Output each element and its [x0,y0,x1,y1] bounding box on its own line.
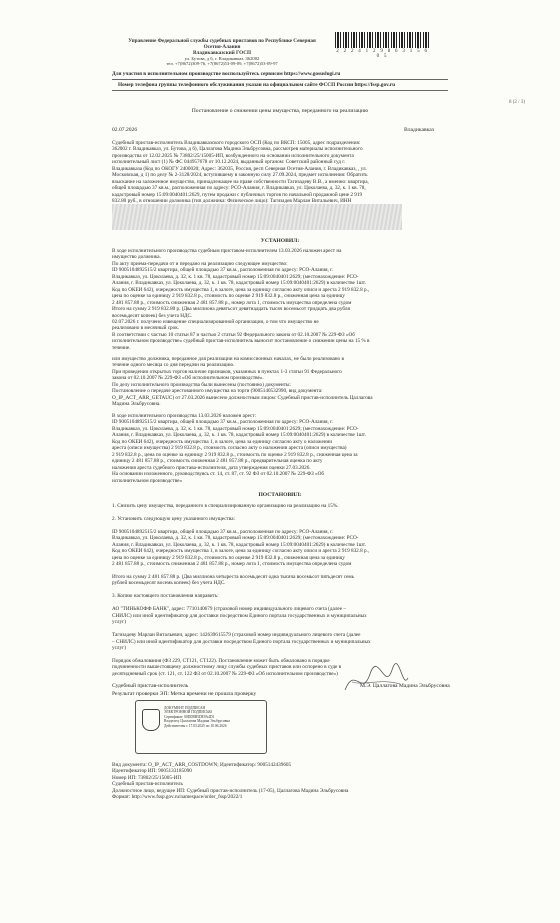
agency-name-1: Управление Федеральной службы судебных приставов по Республике Северная [128,38,316,44]
barcode [335,32,430,48]
e-signature-stamp: ДОКУМЕНТ ПОДПИСАН ЭЛЕКТРОННОЙ ПОДПИСЬЮ Сертификат: 00DD8B5DE9A4D1 Владелец: Цаллагова Мадина Эльбрусовна Действителен с 17.03.2025 по 10.06.2026 [135,700,267,754]
header-rule [112,79,448,80]
coat-of-arms-icon [142,709,160,731]
barcode-number: 2 2 2 4 1 2 9 8 6 3 1 5 6 0 5 [336,49,429,59]
signer-name: М.Э. Цаллагова Мадина Эльбрусовна [360,683,450,689]
handwritten-signature [340,660,410,700]
agency-phones: тел. +7(8672)309-76, +7(8672)53-09-09, +7(8672)53-09-97 [166,61,278,67]
redacted-block [112,204,402,230]
agency-address: ул. Бутова, д 6, г. Владикавказ, 362002 [184,56,260,61]
phone-note: Номер телефона группы телефонного обслуживания указан на официальном сайте ФССП России https://fssp.gov.ru [118,82,396,88]
resolved-heading: ПОСТАНОВИЛ: [258,492,302,498]
document-footer: Вид документа: O_IP_ACT_ARR_COSTDOWN; Идентификатор: 9005142439605 Идентификатор ИП: 9005133185090 Номер ИП: 73802/25/15005-ИП Судебный пристав-исполнитель Должностное лицо, ведущее ИП: Судебный пристав-исполнитель (17-05), Цаллагова Мадина Эльбрусовна Формат: http://www.fssp.gov.ru/namespace/order_fssp/2022/1 [112,762,349,801]
signature-check-result: Результат проверки ЭП: Метка времени не прошла проверку [112,691,257,697]
agency-name-2: Осетия-Алания [203,44,241,50]
intro-paragraph: Судебный пристав-исполнитель Владикавказского городского ОСП (Код по ВКСП: 15005, адрес подразделения: 362002 г. Владикавказ, ул. Бутова, д 6), Цаллагова Мадина Эльбрусовна, рассмотрев материалы исполнительного производства от 12.02.2025 № 73802/25/15005-ИП, возбужденного на основании исполнительного документа исполнительный лист (1) № ФС 044957678 от 10.12.2024, выданный органом: Советский районный суд г. Владикавказа (Код по ОКОГУ 2400020; Адрес: 362035, Россия, респ Северная Осетия-Алания, г. Владикавказ, , ул. Московская, д 1) по делу № 2-3128/2024, вступившему в законную силу 27.09.2024, предмет исполнения: Обратить взыскание на заложенное имущество, принадлежащее на праве собственности Тагизадеву В.В., а именно: квартира, общей площадью 37 кв.м., расположенная по адресу: РСО-Алания, г. Владикавказ, ул. Цоколаева, д. 32, к. 1 кв. 78, кадастровый номер 15:09:0040401:2629, путем продажи с публичных торгов по начальной продажной цене 2 919 832.80 руб., в отношении должника (тип должника: Физическое лицо): Тагизадев Марлан Витальевич, ИНН [112,140,369,205]
document-title: Постановление о снижении цены имущества, переданного на реализацию [191,108,369,114]
established-paragraph-2: или имущество должника, переданное для реализации на комиссионных началах, не было реализовано в течение одного месяца со дня передачи на реализацию. При проведении открытых торгов наличие признаков, указанных в пунктах 1-3 статьи 91 Федерального закона от 02.10.2007 № 229-ФЗ «Об исполнительном производстве». По делу исполнительного производства были вынесены (постоянно) документы: Постановление о передаче арестованного имущества на торги (9005140532990, вид документа: O_IP_ACT_ARR_GETAUC) от 27.03.2026 вынесено должностным лицом: Судебный пристав-исполнитель Цаллагова Мадина Эльбрусовна. [112,356,373,408]
header-rule-2 [112,90,448,91]
document-date: 02.07.2026 [112,127,138,133]
established-heading: УСТАНОВИЛ: [260,238,300,244]
established-paragraph-3: В ходе исполнительного производства 13.03.2026 наложен арест: ID 9005104892515/2 квартира, общей площадью 37 кв.м., расположенная по адресу: РСО-Алания, г. Владикавказ, ул. Цоколаева, д. 32, к. 1 кв. 78, кадастровый номер 15:09:0040401:2629; (местонахождение: РСО- Алания, г. Владикавказ, ул. Цоколаева, д. 32, к. 1 кв. 78, кадастровый номер 15:09:0040401:2629) в количестве 1шт. Код по ОКЕИ 642), очередность имущества 1, в залоге, цена за единицу согласно акту о наложении ареста (описи имущества) 2 919 832.8 р., стоимость согласно акту о наложении ареста (описи имущества) 2 919 832.8 р., цена по оценке за единицу 2 919 832.8 р., стоимость по оценке 2 919 832.8 р., сниженная цена за единицу 2 481 857.88 р., стоимость сниженная 2 481 857.88 р., предварительная оценка по акту наложения ареста судебного пристава-исполнителя, дата утверждения оценки 27.03.2026. На основании изложенного, руководствуясь ст. 14, ст. 87, ст. 92 ФЗ от 02.10.2007 № 229-ФЗ «Об исполнительном производстве» [112,413,366,484]
resolved-paragraph: 1. Снизить цену имущества, переданного в специализированную организацию на реализацию на 15%. 2. Установить следующую цену указанного имущества: ID 9005104892515/2 квартира, общей площадью 37 кв.м., расположенная по адресу: РСО-Алания, г. Владикавказ, ул. Цоколаева, д. 32, к. 1 кв. 78, кадастровый номер 15:09:0040401:2629; (местонахождение: РСО- Алания, г. Владикавказ, ул. Цоколаева, д. 32, к. 1 кв. 78, кадастровый номер 15:09:0040401:2629) в количестве 1шт. Код по ОКЕИ 642), очередность имущества 1, в залоге, цена за единицу согласно акту описи и ареста 2 919 832.8 р., цена по оценке за единицу 2 919 832.8 р., стоимость по оценке 2 919 832.8 р., сниженная цена за единицу 2 481 857.88 р., стоимость сниженная 2 481 857.88 р., номер лота 1, стоимость имущества определена судом Итого на сумму 2 481 857.88 р. (Два миллиона четыреста восемьдесят одна тысяча восемьсот пятьдесят семь рублей восемьдесят восемь копеек) без учета НДС. 3. Копию настоящего постановления направить: АО "ТИНЬКОФФ БАНК", адрес: 7710140679 (страховой номер индивидуального лицевого счета (далее – СНИЛС) или иной идентификатор для доставки посредством Единого портала государственных и муниципальных услуг) Тагизадеву Марлан Витальевич, адрес: 142639615579 (страховой номер индивидуального лицевого счета (далее – СНИЛС) или иной идентификатор для доставки посредством Единого портала государственных и муниципальных услуг) Порядок обжалования (ФЗ 229, СТ121, СТ122). Постановление может быть обжаловано в порядке подчиненности вышестоящему должностному лицу службы судебных приставов или оспорено в суде в десятидневный срок (ст. 121, ст. 122 ФЗ от 02.10.2007 № 229-ФЗ «Об исполнительном производстве») [112,503,371,677]
gosuslugi-note: Для участия в исполнительном производстве воспользуйтесь сервисом https://www.gosuslugi.ru [112,71,341,77]
signer-title: Судебный пристав-исполнитель [112,683,189,689]
agency-name-3: Владикавказский ГОСП [192,50,252,56]
page-mark: 8 (2 / 3) [509,100,525,105]
letterhead [112,38,332,67]
document-city: Владикавказ [404,127,434,133]
established-paragraph: В ходе исполнительного производства судебным приставом-исполнителем 13.03.2026 наложен арест на имущество должника. По акту приема-передачи от и передано на реализацию следующее имущество: ID 9005104892515/2 квартира, общей площадью 37 кв.м., расположенная по адресу: РСО-Алания, г. Владикавказ, ул. Цоколаева, д. 32, к. 1 кв. 78, кадастровый номер 15:09:0040401:2629; (местонахождение: РСО- Алания, г. Владикавказ, ул. Цоколаева, д. 32, к. 1 кв. 78, кадастровый номер 15:09:0040401:2629) в количестве 1шт. Код по ОКЕИ 642), очередность имущества 1, в залоге, цена за единицу согласно акту описи и ареста 2 919 832.8 р., цена по оценке за единицу 2 919 832.8 р., стоимость по оценке 2 919 832.8 р., сниженная цена за единицу 2 481 857.88 р., стоимость сниженная 2 481 857.88 р., номер лота 1, стоимость имущества определена судом Итого на сумму 2 919 832.80 р. (Два миллиона девятьсот девятнадцать тысяч восемьсот тридцать два рубля восемьдесят копеек) без учета НДС. 02.07.2026 г. получено извещение специализированной организации, о том что имущество не реализовано в месячный срок. В соответствии с частью 10 статьи 87 и частью 2 статьи 92 Федерального закона от 02.10.2007 № 229-ФЗ «Об исполнительном производстве» судебный пристав-исполнитель выносит постановление о снижении цены на 15 % в течение. [112,248,370,351]
